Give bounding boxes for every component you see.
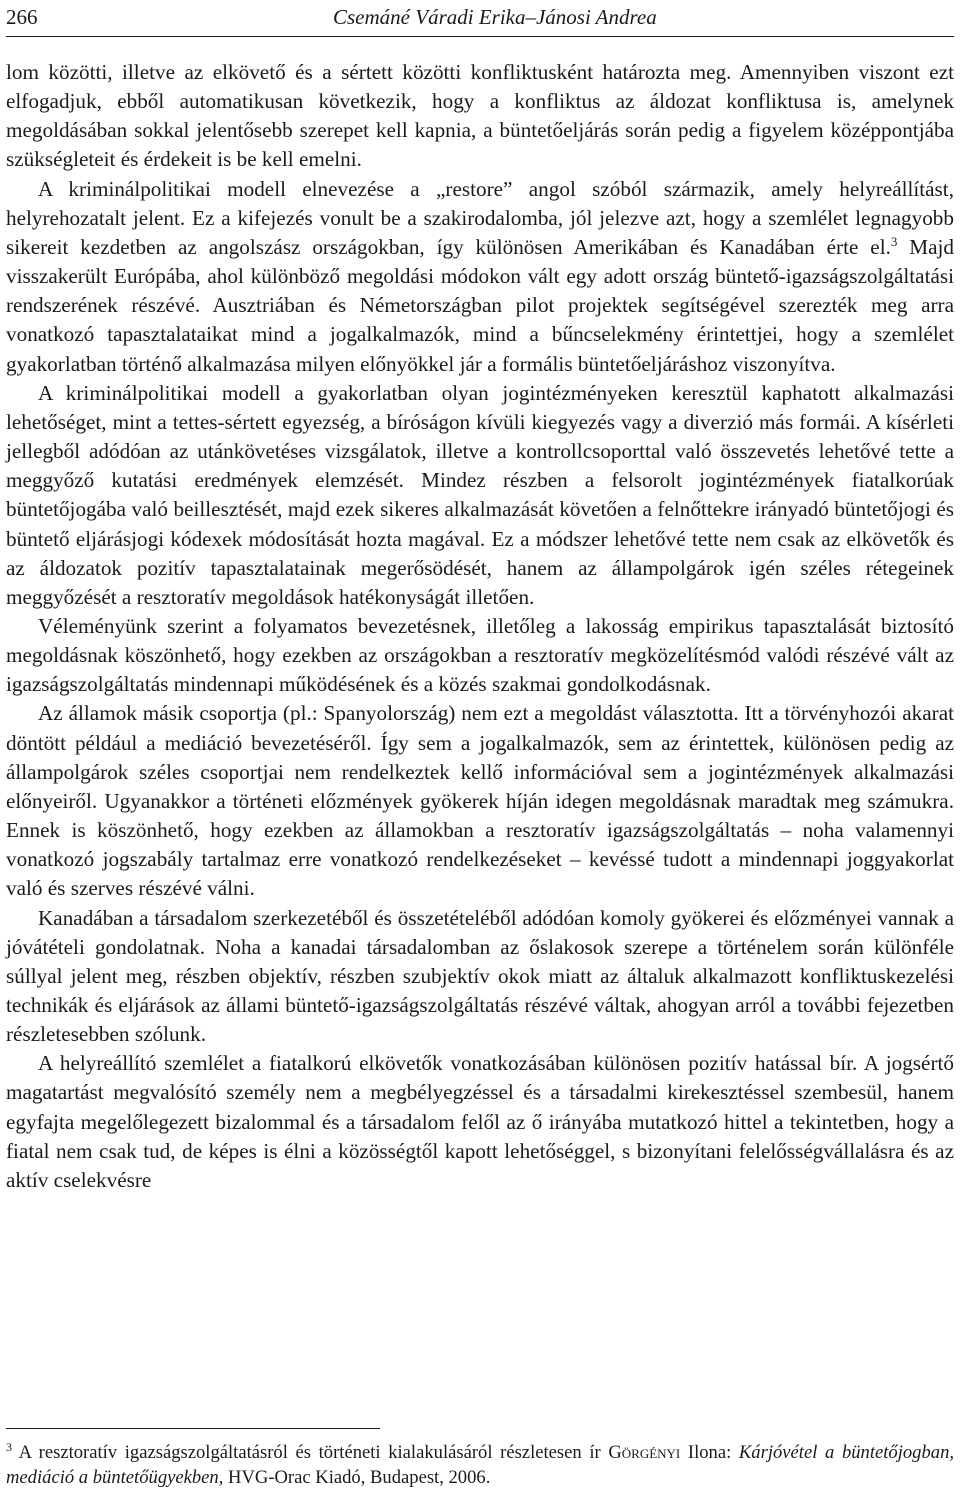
paragraph-4: Véleményünk szerint a folyamatos bevezetésnek, illetőleg a lakosság empirikus tapasztalását biztosító megoldásnak köszönhető, hogy ezekben az országokban a resztoratív megközelítésmód valódi részévé vált az igazságszolgáltatás mindennapi működésének és a közés szakmai gondolkodásnak. [6,613,954,697]
footnote-reference[interactable]: 3 [890,233,898,249]
paragraph-2-text: A kriminálpolitikai modell elnevezése a „restore” angol szóból származik, amely helyreállítást, helyrehozatalt jelent. Ez a kifejezés vonult be a szakirodalomba, jól jelezve azt, hogy a szemlélet legnagyobb sikereit kezdetben az angolszász országokban, így különösen Amerikában és Kanadában érte el. [6,176,954,259]
paragraph-2-continued: Majd visszakerült Európába, ahol különböző megoldási módokon vált egy adott ország büntető-igazságszolgáltatási rendszerének részévé. Ausztriában és Németországban pilot projektek segítségével szerezték meg arra vonatkozó tapasztalataikat mind a jogalkalmazók, mind a bűncselekmény érintettjei, hogy a szemlélet gyakorlatban történő alkalmazása milyen előnyökkel jár a formális büntetőeljáráshoz viszonyítva. [6,234,955,376]
footnote-author-given: Ilona: [687,1442,732,1463]
footnote-author: Görgényi [608,1442,681,1463]
running-header-authors: Csemáné Váradi Erika–Jánosi Andrea [333,5,657,29]
footnote-rule [6,1428,380,1429]
running-header [6,2,954,32]
paragraph-1: lom közötti, illetve az elkövető és a sértett közötti konfliktusként határozta meg. Amennyiben viszont ezt elfogadjuk, ebből automatikusan következik, hogy a konfliktus az áldozat konfliktusa is, amelynek megoldásában sokkal jelentősebb szerepet kell kapnia, a büntetőeljárás során pedig a figyelem középpontjába szükségleteit és érdekeit is be kell emelni. [6,60,954,172]
footnote [6,1440,954,1490]
header-rule [6,36,954,37]
footnote-text: A resztoratív igazságszolgáltatásról és történeti kialakulásáról részletesen ír [18,1442,601,1463]
body-text [6,58,954,1195]
paragraph-5: Az államok másik csoportja (pl.: Spanyolország) nem ezt a megoldást választotta. Itt a törvényhozói akarat döntött például a mediáció bevezetéséről. Így sem a jogalkalmazók, sem az érintettek, különösen pedig az állampolgárok széles csoportjai nem rendelkeztek kellő információval sem a jogintézmények alkalmazási előnyeiről. Ugyanakkor a történeti előzmények gyökerek híján idegen megoldásnak maradtak meg számukra. Ennek is köszönhető, hogy ezekben az államokban a resztoratív igazságszolgáltatás – noha valamennyi vonatkozó jogszabály tartalmaz erre vonatkozó rendelkezéseket – kevéssé tudott a mindennapi joggyakorlat való és szerves részévé válni. [6,701,954,901]
document-page [6,0,954,1499]
paragraph-3: A kriminálpolitikai modell a gyakorlatban olyan jogintézményeken keresztül kaphatott alkalmazási lehetőséget, mint a tettes-sértett egyezség, a bíróságon kívüli kiegyezés vagy a diverzió más formái. A kísérleti jellegből adódóan az utánkövetéses vizsgálatok, illetve a kontrollcsoporttal való összevetés lehetővé tette a meggyőző kutatási eredmények elemzését. Mindez részben a felsorolt jogintézmények fiatalkorúak büntetőjogába való beillesztését, majd ezek sikeres alkalmazását követően a felnőttekre irányadó büntetőjogi és büntető eljárásjogi kódexek módosítását hozta magával. Ez a módszer lehetővé tette nem csak az elkövetők és az áldozatok pozitív tapasztalatainak megerősödését, hanem az állampolgárok igén széles rétegeinek meggyőzését a resztoratív megoldások hatékonyságát illetően. [6,380,954,609]
paragraph-6: Kanadában a társadalom szerkezetéből és összetételéből adódóan komoly gyökerei és előzményei vannak a jóvátételi gondolatnak. Noha a kanadai társadalomban az őslakosok szerepe a történelem során különféle súllyal jelent meg, részben objektív, részben szubjektív okok miatt az általuk alkalmazott konfliktuskezelési technikák és eljárások az állami büntető-igazságszolgáltatás részévé váltak, ahogyan arról a további fejezetben részletesebben szólunk. [6,905,954,1047]
page-number: 266 [6,5,38,29]
footnote-number: 3 [6,1440,12,1454]
footnote-publisher: HVG-Orac Kiadó, Budapest, 2006. [228,1467,491,1488]
paragraph-2 [6,175,954,379]
paragraph-7: A helyreállító szemlélet a fiatalkorú elkövetők vonatkozásában különösen pozitív hatással bír. A jogsértő magatartást megvalósító személy nem a megbélyegzéssel és a társadalmi kirekesztéssel szembesül, hanem egyfajta megelőlegezett bizalommal és a társadalom felől az ő irányába mutatkozó hittel a tekintetben, hogy a fiatal nem csak tud, de képes is élni a közösségtől kapott lehetőséggel, s bizonyítani felelősségvállalásra és az aktív cselekvésre [6,1051,954,1192]
footnote-title: Kárjóvétel a büntetőjogban, mediáció a büntetőügyekben, [6,1442,955,1488]
